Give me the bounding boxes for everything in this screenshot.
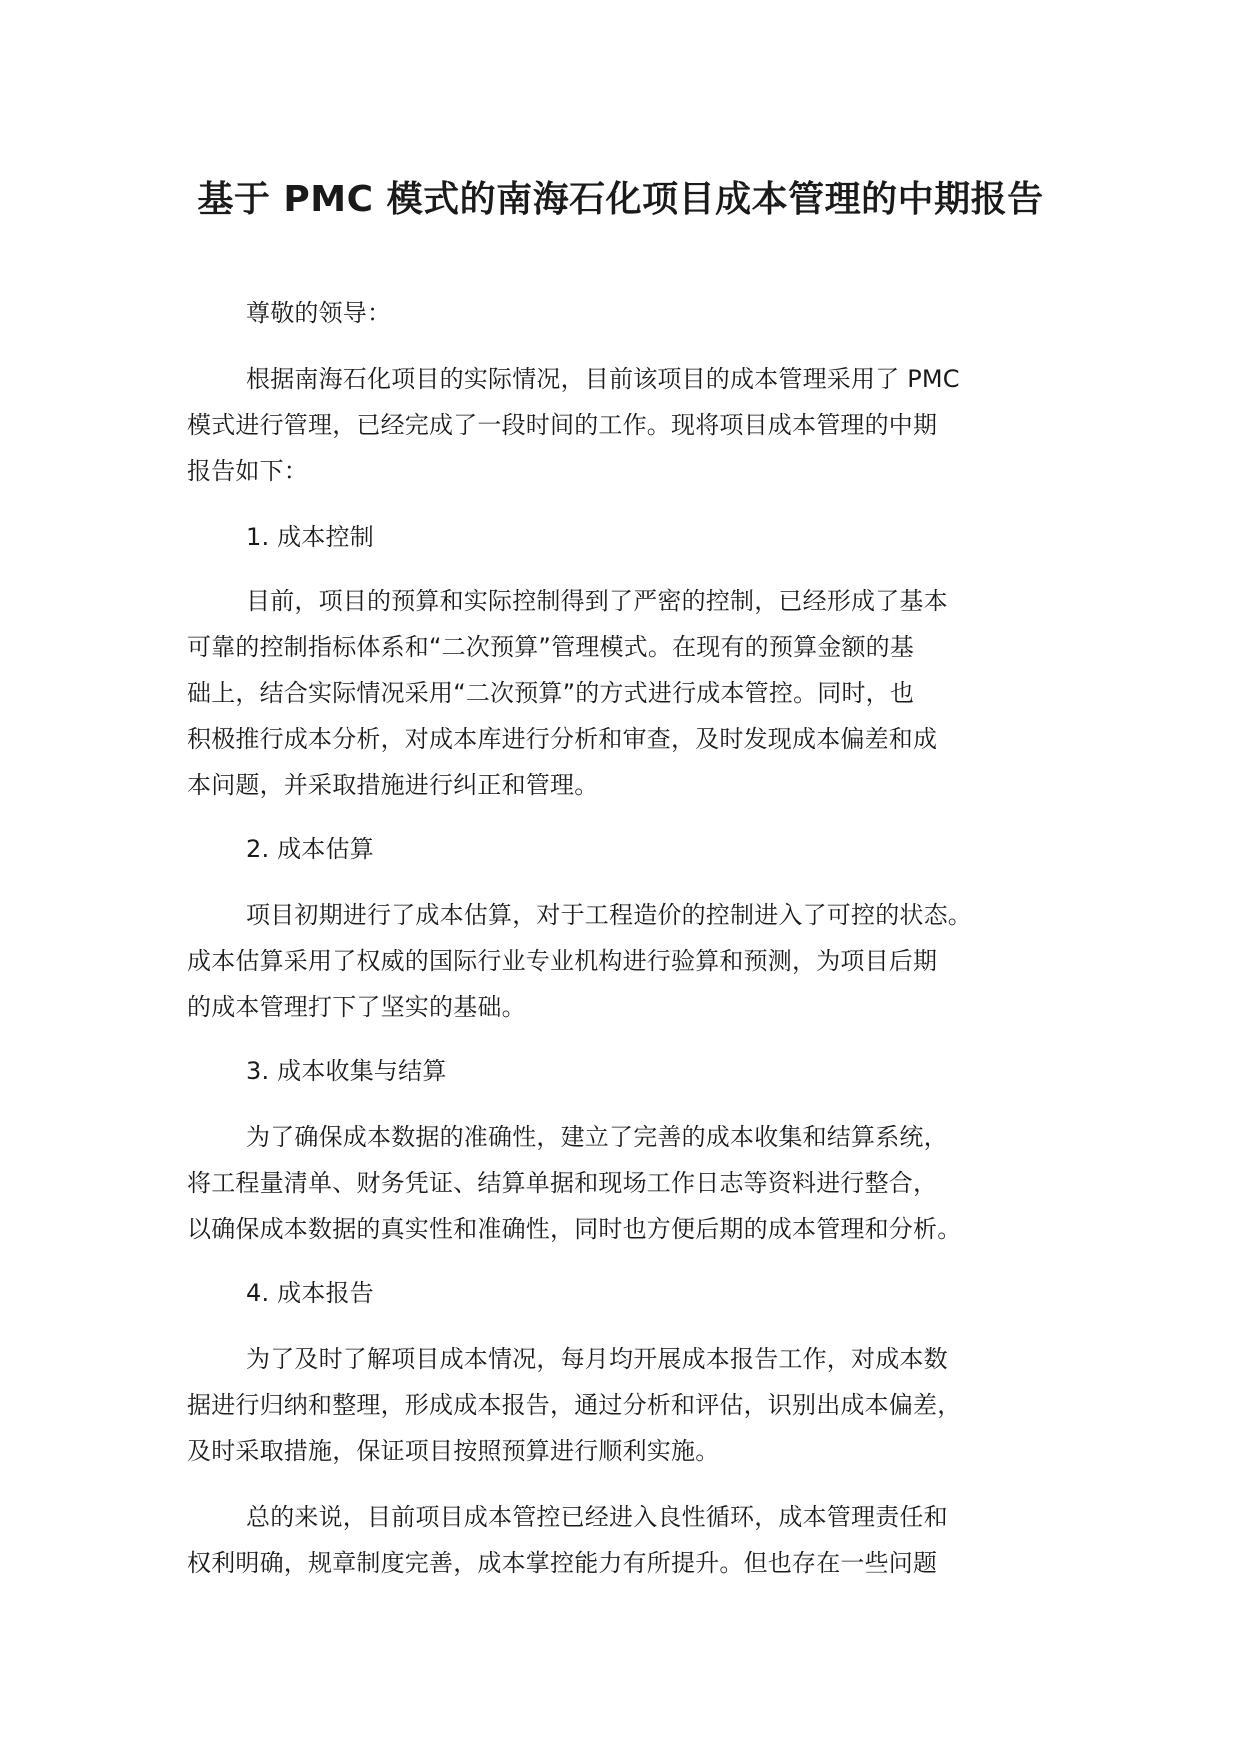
section-heading: 1. 成本控制 — [246, 523, 374, 551]
section-line: 础上，结合实际情况采用“二次预算”的方式进行成本管控。同时，也 — [187, 679, 915, 707]
section-line: 为了及时了解项目成本情况，每月均开展成本报告工作，对成本数 — [246, 1345, 948, 1373]
section-line: 项目初期进行了成本估算，对于工程造价的控制进入了可控的状态。 — [246, 901, 972, 929]
section-heading: 4. 成本报告 — [246, 1279, 374, 1307]
section-line: 以确保成本数据的真实性和准确性，同时也方便后期的成本管理和分析。 — [187, 1215, 962, 1243]
section-line: 将工程量清单、财务凭证、结算单据和现场工作日志等资料进行整合， — [187, 1169, 938, 1197]
section-heading: 3. 成本收集与结算 — [246, 1057, 447, 1085]
intro-line: 模式进行管理，已经完成了一段时间的工作。现将项目成本管理的中期 — [187, 411, 938, 439]
section-heading: 2. 成本估算 — [246, 835, 374, 863]
section-line: 的成本管理打下了坚实的基础。 — [187, 993, 526, 1021]
section-line: 积极推行成本分析，对成本库进行分析和审查，及时发现成本偏差和成 — [187, 725, 938, 753]
intro-line: 报告如下： — [187, 457, 308, 485]
greeting: 尊敬的领导： — [246, 299, 392, 327]
intro-line: 根据南海石化项目的实际情况，目前该项目的成本管理采用了 PMC — [246, 365, 960, 393]
section-line: 目前，项目的预算和实际控制得到了严密的控制，已经形成了基本 — [246, 587, 948, 615]
section-line: 及时采取措施，保证项目按照预算进行顺利实施。 — [187, 1437, 720, 1465]
conclusion-line: 权利明确，规章制度完善，成本掌控能力有所提升。但也存在一些问题 — [187, 1549, 938, 1577]
conclusion-line: 总的来说，目前项目成本管控已经进入良性循环，成本管理责任和 — [246, 1503, 948, 1531]
section-line: 据进行归纳和整理，形成成本报告，通过分析和评估，识别出成本偏差， — [187, 1391, 962, 1419]
section-line: 为了确保成本数据的准确性，建立了完善的成本收集和结算系统， — [246, 1123, 948, 1151]
section-line: 可靠的控制指标体系和“二次预算”管理模式。在现有的预算金额的基 — [187, 633, 915, 661]
document-title: 基于 PMC 模式的南海石化项目成本管理的中期报告 — [197, 179, 1044, 220]
section-line: 成本估算采用了权威的国际行业专业机构进行验算和预测，为项目后期 — [187, 947, 938, 975]
section-line: 本问题，并采取措施进行纠正和管理。 — [187, 771, 599, 799]
